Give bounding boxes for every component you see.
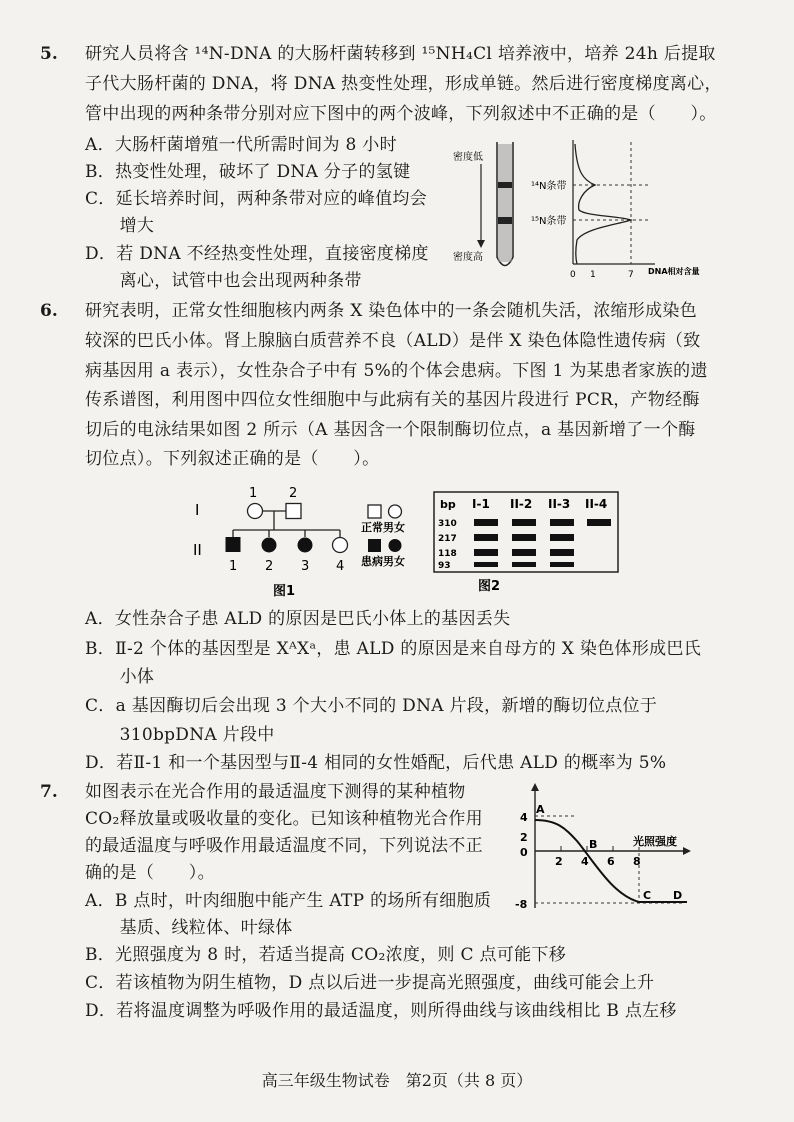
high-density-label: 密度高 xyxy=(453,252,483,263)
band-15n xyxy=(498,217,512,224)
q7-stem-line-2: CO₂释放量或吸收量的变化。已知该种植物光合作用 xyxy=(85,809,483,829)
q5-option-b: B．热变性处理，破坏了 DNA 分子的氢键 xyxy=(85,162,411,182)
q6-option-b-cont: 小体 xyxy=(85,667,155,687)
q6-stem-line-6: 切位点）。下列叙述正确的是（ ）。 xyxy=(85,449,380,469)
q7-number: 7. xyxy=(40,782,58,802)
point-a: A xyxy=(536,803,545,816)
low-density-label: 密度低 xyxy=(453,152,483,163)
q6-option-c-cont: 310bpDNA 片段中 xyxy=(85,725,275,745)
q6-number: 6. xyxy=(40,301,58,321)
x-tick-0: 0 xyxy=(570,270,576,280)
density-curve xyxy=(575,144,631,264)
legend-normal-label: 正常男女 xyxy=(361,521,405,534)
fig2-caption: 图2 xyxy=(478,579,501,594)
lane-ii3-header: II-3 xyxy=(548,497,571,511)
q7-stem-line-3: 的最适温度与呼吸作用最适温度不同，下列说法不正 xyxy=(85,836,483,856)
ii1-number: 1 xyxy=(229,559,238,574)
i2-number: 2 xyxy=(289,486,298,501)
q7-option-c: C．若该植物为阴生植物，D 点以后进一步提高光照强度，曲线可能会上升 xyxy=(85,973,655,993)
size-118: 118 xyxy=(438,549,457,559)
size-310: 310 xyxy=(438,519,457,529)
q6-stem-line-2: 较深的巴氏小体。肾上腺脑白质营养不良（ALD）是伴 X 染色体隐性遗传病（致 xyxy=(85,331,701,351)
ii4-number: 4 xyxy=(336,559,345,574)
q6-stem-line-3: 病基因用 a 表示），女性杂合子中有 5%的个体会患病。下图 1 为某患者家族的遗 xyxy=(85,361,708,381)
q6-option-b: B．Ⅱ-2 个体的基因型是 XᴬXᵃ，患 ALD 的原因是来自母方的 X 染色体形成巴氏 xyxy=(85,639,702,659)
band-14n xyxy=(498,182,512,188)
q5-option-d-cont: 离心，试管中也会出现两种条带 xyxy=(85,271,362,291)
y-tick-4: 4 xyxy=(520,811,528,824)
legend-affected-female xyxy=(389,539,402,552)
legend-affected-label: 患病男女 xyxy=(361,555,405,568)
legend-normal-female xyxy=(389,505,402,518)
x-tick-7: 7 xyxy=(628,270,634,280)
point-d: D xyxy=(673,889,683,902)
q5-stem-line-3: 管中出现的两种条带分别对应下图中的两个波峰，下列叙述中不正确的是（ ）。 xyxy=(85,104,717,124)
bp-header: bp xyxy=(440,498,456,511)
legend-affected-male xyxy=(368,539,381,552)
size-217: 217 xyxy=(438,534,457,544)
y-tick-neg8: -8 xyxy=(515,898,528,911)
x-tick-8: 8 xyxy=(633,855,641,868)
size-93: 93 xyxy=(438,561,451,571)
ii3-affected-female xyxy=(298,538,313,553)
x-axis-label: DNA相对含量 xyxy=(648,267,700,276)
q7-option-a: A．B 点时，叶肉细胞中能产生 ATP 的场所有细胞质 xyxy=(85,891,492,911)
q6-stem-line-1: 研究表明，正常女性细胞核内两条 X 染色体中的一条会随机失活，浓缩形成染色 xyxy=(85,301,698,321)
gel-bands xyxy=(474,519,611,567)
q5-number: 5. xyxy=(40,44,58,64)
q5-option-a: A．大肠杆菌增殖一代所需时间为 8 小时 xyxy=(85,135,397,155)
y-tick-0: 0 xyxy=(520,846,528,859)
page-footer: 高三年级生物试卷 第2页（共 8 页） xyxy=(261,1071,533,1090)
q5-option-c-cont: 增大 xyxy=(85,216,155,236)
q7-stem-line-1: 如图表示在光合作用的最适温度下测得的某种植物 xyxy=(85,782,466,802)
q6-option-a: A．女性杂合子患 ALD 的原因是巴氏小体上的基因丢失 xyxy=(85,609,511,629)
q6-option-c: C．a 基因酶切后会出现 3 个大小不同的 DNA 片段，新增的酶切位点位于 xyxy=(85,696,658,716)
q7-stem-line-4: 确的是（ ）。 xyxy=(85,863,215,883)
lane-ii4-header: II-4 xyxy=(585,497,608,511)
lane-ii2-header: II-2 xyxy=(510,497,533,511)
legend-normal-male xyxy=(368,505,381,518)
q5-figure xyxy=(445,132,700,282)
q5-stem-line-1: 研究人员将含 ¹⁴N-DNA 的大肠杆菌转移到 ¹⁵NH₄Cl 培养液中，培养 24h 后提取 xyxy=(85,44,716,64)
i1-number: 1 xyxy=(249,486,258,501)
x-tick-4: 4 xyxy=(581,855,589,868)
band-14n-label: ¹⁴N条带 xyxy=(531,181,567,192)
ii2-number: 2 xyxy=(265,559,274,574)
x-axis-label: 光照强度 xyxy=(633,835,677,848)
ii2-affected-female xyxy=(262,538,277,553)
q6-stem-line-5: 切后的电泳结果如图 2 所示（A 基因含一个限制酶切位点，a 基因新增了一个酶 xyxy=(85,420,696,440)
i1-normal-female xyxy=(248,504,263,519)
fig1-caption: 图1 xyxy=(273,584,296,599)
band-15n-label: ¹⁵N条带 xyxy=(531,216,567,227)
ii4-normal-female xyxy=(333,538,348,553)
generation-1-label: I xyxy=(195,501,200,519)
q7-option-a-cont: 基质、线粒体、叶绿体 xyxy=(85,918,293,938)
y-tick-2: 2 xyxy=(520,831,528,844)
q7-option-d: D．若将温度调整为呼吸作用的最适温度，则所得曲线与该曲线相比 B 点左移 xyxy=(85,1001,677,1021)
q5-option-c: C．延长培养时间，两种条带对应的峰值均会 xyxy=(85,189,428,209)
q5-stem-line-2: 子代大肠杆菌的 DNA，将 DNA 热变性处理，形成单链。然后进行密度梯度离心， xyxy=(85,74,722,94)
point-c: C xyxy=(643,889,652,902)
x-tick-1: 1 xyxy=(590,270,596,280)
q7-option-b: B．光照强度为 8 时，若适当提高 CO₂浓度，则 C 点可能下移 xyxy=(85,945,566,965)
q6-stem-line-4: 传系谱图，利用图中四位女性细胞中与此病有关的基因片段进行 PCR，产物经酶 xyxy=(85,390,700,410)
q7-figure xyxy=(505,783,695,911)
i2-normal-male xyxy=(286,504,301,519)
electrophoresis-figure xyxy=(432,490,622,598)
ii3-number: 3 xyxy=(301,559,310,574)
pedigree-figure xyxy=(185,475,440,605)
point-b: B xyxy=(589,838,598,851)
x-tick-6: 6 xyxy=(607,855,615,868)
q5-option-d: D．若 DNA 不经热变性处理，直接密度梯度 xyxy=(85,244,429,264)
lane-i1-header: I-1 xyxy=(472,497,490,511)
q6-option-d: D．若Ⅱ-1 和一个基因型与Ⅱ-4 相同的女性婚配，后代患 ALD 的概率为 5% xyxy=(85,753,667,773)
ii1-affected-male xyxy=(226,537,241,552)
x-tick-2: 2 xyxy=(555,855,563,868)
generation-2-label: II xyxy=(193,541,202,559)
